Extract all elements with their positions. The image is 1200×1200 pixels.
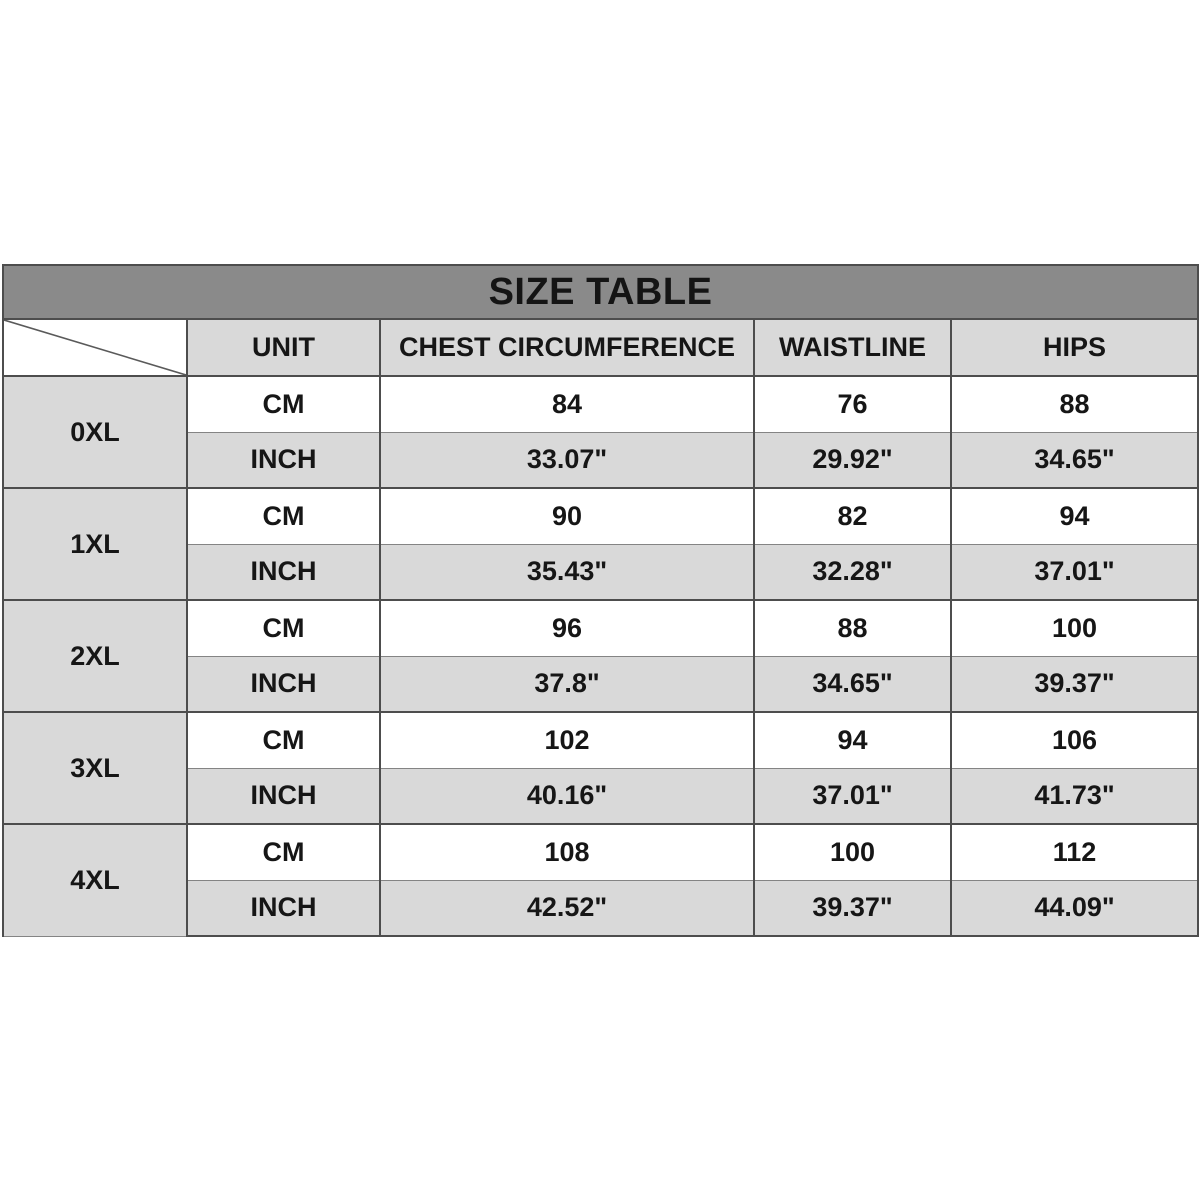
value-cell-waistline: 82 [754,488,951,544]
value-cell-chest: 40.16" [380,768,754,824]
column-header-waistline: WAISTLINE [754,319,951,376]
size-label-0xl: 0XL [3,376,187,488]
value-cell-chest: 90 [380,488,754,544]
value-cell-hips: 34.65" [951,432,1198,488]
table-row [3,600,1198,656]
table-row [3,376,1198,432]
unit-label-inch: INCH [187,880,380,936]
size-label-3xl: 3XL [3,712,187,824]
value-cell-waistline: 34.65" [754,656,951,712]
value-cell-hips: 37.01" [951,544,1198,600]
value-cell-waistline: 32.28" [754,544,951,600]
value-cell-hips: 106 [951,712,1198,768]
size-label-2xl: 2XL [3,600,187,712]
title-row [3,265,1198,319]
value-cell-hips: 41.73" [951,768,1198,824]
value-cell-hips-highlighted: 44.09" [951,880,1198,936]
value-cell-chest: 102 [380,712,754,768]
unit-label-cm: CM [187,600,380,656]
value-cell-hips: 88 [951,376,1198,432]
unit-label-inch: INCH [187,432,380,488]
column-header-unit: UNIT [187,319,380,376]
unit-label-inch: INCH [187,544,380,600]
unit-label-cm: CM [187,712,380,768]
table-title: SIZE TABLE [3,265,1198,319]
value-cell-chest: 108 [380,824,754,880]
column-header-chest-circumference: CHEST CIRCUMFERENCE [380,319,754,376]
value-cell-waistline: 88 [754,600,951,656]
value-cell-hips: 100 [951,600,1198,656]
diagonal-line-icon [4,320,186,375]
unit-label-cm: CM [187,488,380,544]
table-row [3,488,1198,544]
table-row [3,824,1198,880]
value-cell-chest: 42.52" [380,880,754,936]
value-cell-hips: 39.37" [951,656,1198,712]
value-cell-hips-highlighted: 112 [951,824,1198,880]
unit-label-cm: CM [187,376,380,432]
unit-label-inch: INCH [187,768,380,824]
value-cell-waistline: 37.01" [754,768,951,824]
unit-label-inch: INCH [187,656,380,712]
value-cell-waistline: 100 [754,824,951,880]
diagonal-header-cell [3,319,187,376]
table-row [3,712,1198,768]
unit-label-cm: CM [187,824,380,880]
value-cell-chest: 96 [380,600,754,656]
size-table [2,264,1199,937]
header-row [3,319,1198,376]
size-label-4xl: 4XL [3,824,187,936]
value-cell-chest: 35.43" [380,544,754,600]
value-cell-waistline: 76 [754,376,951,432]
value-cell-hips: 94 [951,488,1198,544]
value-cell-chest: 33.07" [380,432,754,488]
value-cell-waistline: 94 [754,712,951,768]
size-label-1xl: 1XL [3,488,187,600]
value-cell-chest: 37.8" [380,656,754,712]
value-cell-waistline: 29.92" [754,432,951,488]
value-cell-waistline: 39.37" [754,880,951,936]
value-cell-chest: 84 [380,376,754,432]
column-header-hips: HIPS [951,319,1198,376]
